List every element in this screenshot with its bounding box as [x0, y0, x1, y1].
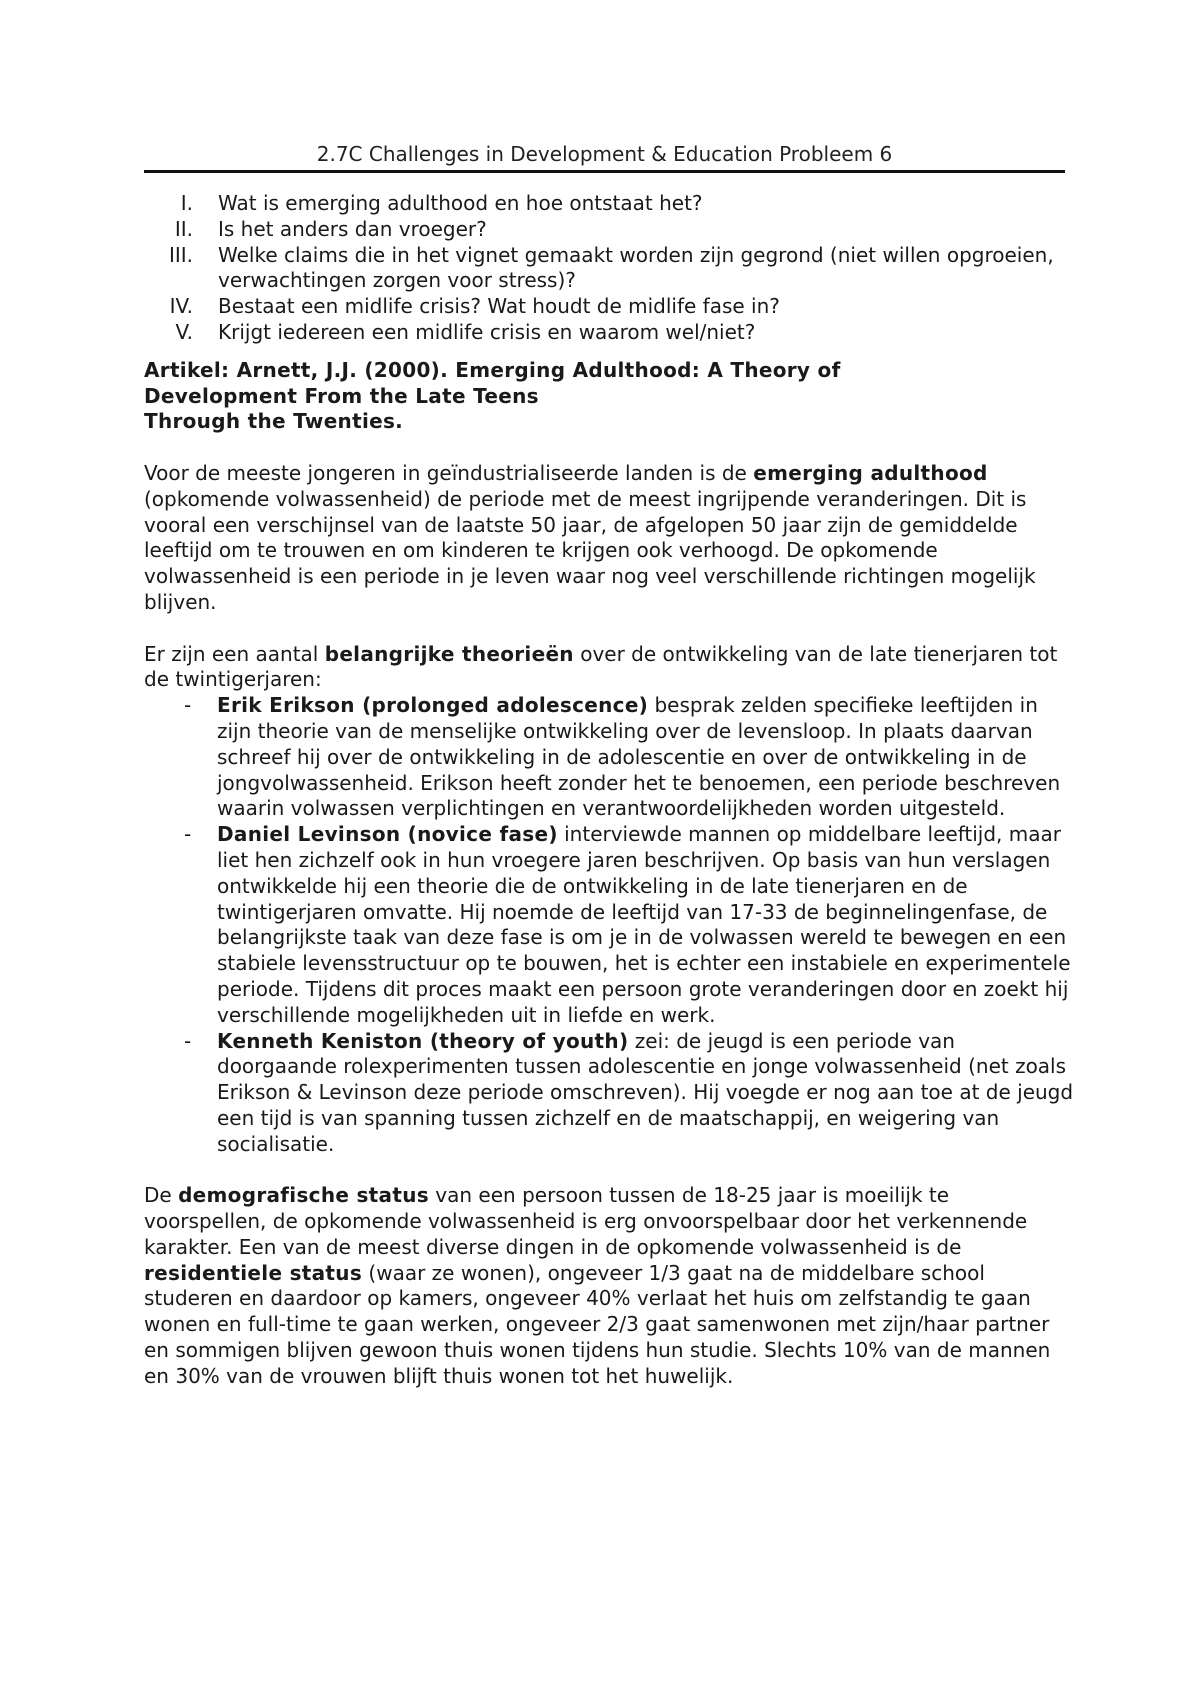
article-line: Development From the Late Teens — [144, 383, 539, 408]
article-line: Through the Twenties. — [144, 409, 404, 434]
question-number: V. — [175, 319, 193, 344]
bold-term: Daniel Levinson (novice fase) — [217, 822, 558, 847]
theory-description: interviewde mannen op middelbare leeftijd, maar liet hen zichzelf ook in hun vroegere jaren beschrijven. Op basis van hun verslagen ontwikkelde hij een theorie die de ontwikkeling in de late tienerjaren en de twintigerjaren omvatte. Hij noemde de leeftijd van 17-33 de beginnelingenfase, de belangrijkste taak van deze fase is om je in de volwassen wereld te bewegen en een stabiele levensstructuur op te bouwen, het is echter een instabiele en experimentele periode. Tijdens dit proces maakt een persoon grote veranderingen door en zoekt hij verschillende mogelijkheden uit in liefde en werk. — [217, 822, 1071, 1027]
question-text: Wat is emerging adulthood en hoe ontstaat het? — [218, 191, 703, 215]
list-item — [144, 320, 1074, 346]
list-item — [144, 693, 1074, 822]
theory-description: besprak zelden specifieke leeftijden in zijn theorie van de menselijke ontwikkeling over de levensloop. In plaats daarvan schreef hij over de ontwikkeling in de adolescentie en over de ontwikkeling in de jongvolwassenheid. Erikson heeft zonder het te benoemen, een periode beschreven waarin volwassen verplichtingen en verantwoordelijkheden worden uitgesteld. — [217, 693, 1061, 821]
paragraph-theories-intro — [144, 642, 1074, 694]
question-text: Welke claims die in het vignet gemaakt worden zijn gegrond (niet willen opgroeien, verwachtingen zorgen voor stress)? — [218, 242, 1054, 293]
question-text: Bestaat een midlife crisis? Wat houdt de midlife fase in? — [218, 294, 780, 319]
question-number: I. — [180, 191, 193, 215]
theory-list — [144, 693, 1074, 1157]
bold-term: belangrijke theorieën — [324, 641, 574, 666]
theory-text — [217, 1029, 1074, 1158]
article-reference — [144, 358, 1074, 435]
article-line: Artikel: Arnett, J.J. (2000). Emerging Adulthood: A Theory of — [144, 357, 841, 382]
paragraph-text: Voor de meeste jongeren in geïndustrialiseerde landen is de — [144, 460, 754, 485]
title-underline — [144, 170, 1065, 173]
question-number: III. — [168, 242, 193, 267]
bold-term: Erik Erikson (prolonged adolescence) — [217, 693, 649, 718]
theory-text — [217, 822, 1074, 1028]
bold-term: Kenneth Keniston (theory of youth) — [217, 1028, 629, 1053]
question-list — [144, 191, 1074, 346]
list-item — [144, 1029, 1074, 1158]
list-item — [144, 822, 1074, 1028]
list-item — [144, 294, 1074, 320]
list-item — [144, 191, 1074, 217]
paragraph-text: van een persoon tussen de 18-25 jaar is moeilijk te voorspellen, de opkomende volwassenheid is erg onvoorspelbaar door het verkennende karakter. Een van de meest diverse dingen in de opkomende volwassenheid is de — [144, 1183, 1028, 1259]
bold-term: residentiele status — [144, 1260, 363, 1285]
list-item — [144, 243, 1074, 295]
page-title: 2.7C Challenges in Development & Education Probleem 6 — [316, 142, 893, 166]
paragraph-text: De — [144, 1183, 179, 1208]
question-number: IV. — [169, 294, 193, 319]
paragraph-text: (waar ze wonen), ongeveer 1/3 gaat na de middelbare school studeren en daardoor op kamers, ongeveer 40% verlaat het huis om zelfstandig te gaan wonen en full-time te gaan werken, ongeveer 2/3 gaat samenwonen met zijn/haar partner en sommigen blijven gewoon thuis wonen tijdens hun studie. Slechts 10% van de mannen en 30% van de vrouwen blijft thuis wonen tot het huwelijk. — [144, 1260, 1051, 1388]
bold-term: emerging adulthood — [753, 460, 988, 485]
paragraph-text: Er zijn een aantal — [144, 641, 325, 666]
bold-term: demografische status — [178, 1183, 429, 1208]
paragraph-text: (opkomende volwassenheid) de periode met de meest ingrijpende veranderingen. Dit is vooral een verschijnsel van de laatste 50 jaar, de afgelopen 50 jaar zijn de gemiddelde leeftijd om te trouwen en om kinderen te krijgen ook verhoogd. De opkomende volwassenheid is een periode in je leven waar nog veel verschillende richtingen mogelijk blijven. — [144, 486, 1036, 614]
bullet-dash: - — [184, 822, 192, 847]
theory-description: zei: de jeugd is een periode van doorgaande rolexperimenten tussen adolescentie en jonge volwassenheid (net zoals Erikson & Levinson deze periode omschreven). Hij voegde er nog aan toe at de jeugd een tijd is van spanning tussen zichzelf en de maatschappij, en weigering van socialisatie. — [217, 1028, 1074, 1156]
paragraph-demographic-status — [144, 1183, 1074, 1389]
question-text: Krijgt iedereen een midlife crisis en waarom wel/niet? — [218, 319, 756, 344]
paragraph-text: over de ontwikkeling van de late tienerjaren tot de twintigerjaren: — [144, 641, 1058, 692]
question-text: Is het anders dan vroeger? — [218, 216, 487, 241]
theory-text — [217, 693, 1074, 822]
document-body — [144, 191, 1074, 1390]
paragraph-emerging-adulthood — [144, 461, 1074, 616]
question-number: II. — [174, 216, 193, 241]
bullet-dash: - — [184, 1028, 192, 1053]
list-item — [144, 217, 1074, 243]
bullet-dash: - — [184, 693, 192, 718]
